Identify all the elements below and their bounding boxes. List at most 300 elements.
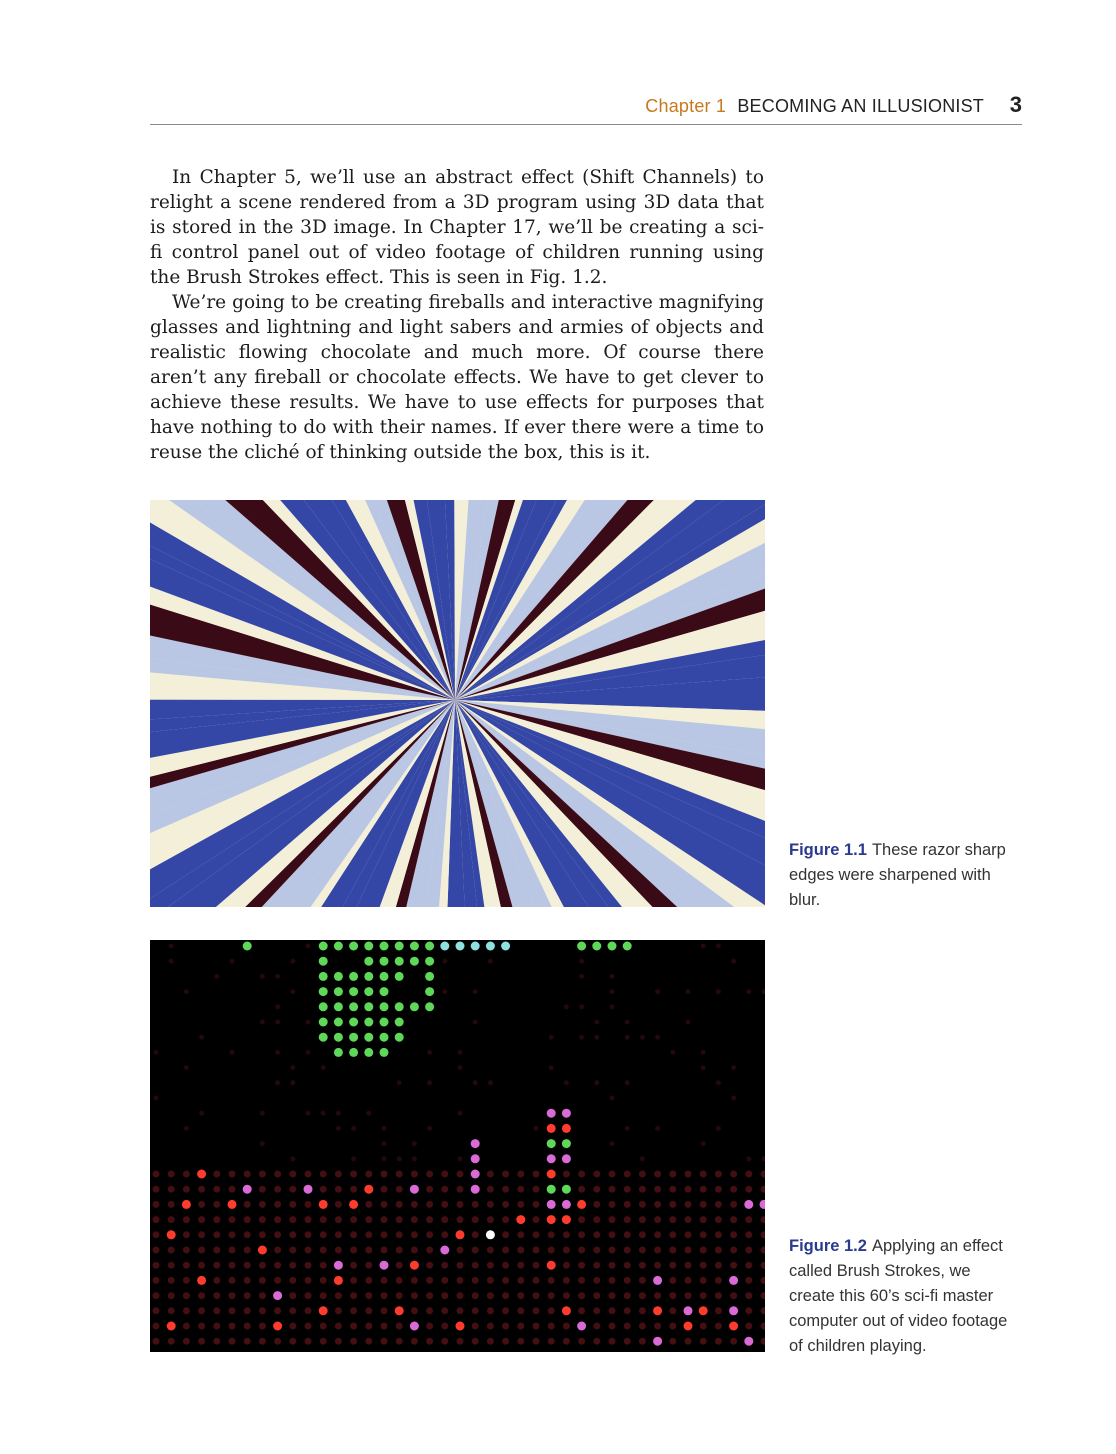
matrix-dot bbox=[745, 1277, 752, 1284]
starburst-image bbox=[150, 500, 765, 907]
matrix-dot bbox=[366, 1111, 371, 1116]
matrix-dot bbox=[274, 1262, 281, 1269]
matrix-dot bbox=[275, 1020, 280, 1025]
matrix-dot bbox=[654, 1186, 661, 1193]
matrix-dot bbox=[578, 1231, 585, 1238]
matrix-dot bbox=[761, 1231, 766, 1238]
matrix-dot bbox=[533, 1292, 540, 1299]
matrix-dot bbox=[153, 1323, 160, 1330]
matrix-dot bbox=[730, 1201, 737, 1208]
matrix-dot bbox=[183, 1262, 190, 1269]
matrix-dot bbox=[472, 1231, 479, 1238]
matrix-dot bbox=[654, 1292, 661, 1299]
matrix-dot bbox=[563, 1292, 570, 1299]
matrix-dot bbox=[715, 1323, 722, 1330]
matrix-dot bbox=[487, 1338, 494, 1345]
matrix-dot bbox=[213, 1171, 220, 1178]
matrix-dot bbox=[624, 1323, 631, 1330]
matrix-dot bbox=[593, 1201, 600, 1208]
matrix-dot bbox=[502, 1338, 509, 1345]
matrix-dot bbox=[700, 1186, 707, 1193]
matrix-dot bbox=[639, 1277, 646, 1284]
matrix-dot bbox=[411, 1231, 418, 1238]
matrix-dot bbox=[275, 1080, 280, 1085]
matrix-dot bbox=[578, 1307, 585, 1314]
matrix-dot bbox=[716, 1126, 721, 1131]
matrix-dot bbox=[746, 1156, 751, 1161]
matrix-dot bbox=[700, 1262, 707, 1269]
matrix-dot bbox=[306, 1020, 311, 1025]
matrix-dot bbox=[349, 1048, 358, 1057]
matrix-dot bbox=[244, 1338, 251, 1345]
matrix-dot bbox=[457, 1262, 464, 1269]
matrix-dot bbox=[715, 1338, 722, 1345]
matrix-dot bbox=[609, 1323, 616, 1330]
matrix-dot bbox=[382, 1141, 387, 1146]
matrix-dot bbox=[274, 1247, 281, 1254]
matrix-dot bbox=[321, 1065, 326, 1070]
matrix-dot bbox=[349, 1002, 358, 1011]
matrix-dot bbox=[213, 1307, 220, 1314]
matrix-dot bbox=[274, 1171, 281, 1178]
matrix-dot bbox=[244, 1323, 251, 1330]
matrix-dot bbox=[563, 1231, 570, 1238]
matrix-dot bbox=[471, 1185, 480, 1194]
matrix-dot bbox=[334, 972, 343, 981]
matrix-dot bbox=[426, 1338, 433, 1345]
matrix-dot bbox=[609, 1216, 616, 1223]
matrix-dot bbox=[610, 1096, 615, 1101]
matrix-dot bbox=[153, 1262, 160, 1269]
matrix-dot bbox=[730, 1338, 737, 1345]
matrix-dot bbox=[167, 1322, 176, 1331]
matrix-dot bbox=[396, 1262, 403, 1269]
matrix-dot bbox=[425, 987, 434, 996]
matrix-dot bbox=[577, 942, 586, 951]
matrix-dot bbox=[516, 1215, 525, 1224]
matrix-dot bbox=[457, 1247, 464, 1254]
matrix-dot bbox=[731, 1065, 736, 1070]
matrix-dot bbox=[761, 1262, 766, 1269]
chapter-title: BECOMING AN ILLUSIONIST bbox=[737, 96, 984, 116]
matrix-dot bbox=[427, 1126, 432, 1131]
matrix-dot bbox=[349, 972, 358, 981]
page-number: 3 bbox=[1009, 92, 1022, 117]
matrix-dot bbox=[533, 1201, 540, 1208]
matrix-dot bbox=[700, 1338, 707, 1345]
matrix-dot bbox=[397, 1080, 402, 1085]
matrix-dot bbox=[441, 1338, 448, 1345]
caption-text: These razor sharp edges were sharpened with blur. bbox=[789, 841, 1006, 909]
matrix-dot bbox=[502, 1262, 509, 1269]
matrix-dot bbox=[365, 1307, 372, 1314]
matrix-dot bbox=[745, 1307, 752, 1314]
matrix-dot bbox=[351, 1156, 356, 1161]
matrix-dot bbox=[701, 1065, 706, 1070]
matrix-dot bbox=[669, 1201, 676, 1208]
matrix-dot bbox=[290, 959, 295, 964]
matrix-dot bbox=[335, 1247, 342, 1254]
matrix-dot bbox=[197, 1276, 206, 1285]
matrix-dot bbox=[547, 1215, 556, 1224]
matrix-dot bbox=[457, 1201, 464, 1208]
matrix-dot bbox=[502, 1231, 509, 1238]
matrix-dot bbox=[153, 1277, 160, 1284]
matrix-dot bbox=[685, 1231, 692, 1238]
matrix-dot bbox=[579, 1004, 584, 1009]
matrix-dot bbox=[410, 1185, 419, 1194]
matrix-dot bbox=[472, 1323, 479, 1330]
matrix-dot bbox=[533, 1323, 540, 1330]
matrix-dot bbox=[381, 1292, 388, 1299]
matrix-dot bbox=[184, 989, 189, 994]
matrix-dot bbox=[229, 1323, 236, 1330]
matrix-dot bbox=[625, 1035, 630, 1040]
matrix-dot bbox=[381, 1171, 388, 1178]
matrix-dot bbox=[456, 942, 465, 951]
matrix-dot bbox=[579, 1035, 584, 1040]
matrix-dot bbox=[334, 987, 343, 996]
matrix-dot bbox=[289, 1292, 296, 1299]
matrix-dot bbox=[153, 1307, 160, 1314]
matrix-dot bbox=[762, 989, 766, 994]
matrix-dot bbox=[745, 1216, 752, 1223]
matrix-dot bbox=[335, 1292, 342, 1299]
matrix-dot bbox=[441, 1216, 448, 1223]
matrix-dot bbox=[182, 1200, 191, 1209]
matrix-dot bbox=[639, 1216, 646, 1223]
matrix-dot bbox=[488, 1080, 493, 1085]
matrix-dot bbox=[517, 1262, 524, 1269]
matrix-dot bbox=[154, 1050, 159, 1055]
matrix-dot bbox=[563, 1171, 570, 1178]
matrix-dot bbox=[744, 1200, 753, 1209]
matrix-dot bbox=[153, 1247, 160, 1254]
matrix-dot bbox=[487, 1186, 494, 1193]
matrix-dot bbox=[381, 1277, 388, 1284]
matrix-dot bbox=[426, 1262, 433, 1269]
paragraph: In Chapter 5, we’ll use an abstract effect (Shift Channels) to relight a scene rendered from a 3D program using 3D data that is stored in the 3D image. In Chapter 17, we’ll be creating a sci-fi control panel out of video footage of children running using the Brush Strokes effect. This is seen in Fig. 1.2. bbox=[150, 167, 764, 288]
matrix-dot bbox=[729, 1306, 738, 1315]
matrix-dot bbox=[396, 1323, 403, 1330]
matrix-dot bbox=[336, 1111, 341, 1116]
matrix-dot bbox=[457, 1292, 464, 1299]
matrix-dot bbox=[669, 1307, 676, 1314]
matrix-dot bbox=[213, 1216, 220, 1223]
matrix-dot bbox=[229, 1231, 236, 1238]
matrix-dot bbox=[578, 1262, 585, 1269]
matrix-dot bbox=[473, 1080, 478, 1085]
matrix-dot bbox=[715, 1186, 722, 1193]
matrix-dot bbox=[349, 942, 358, 951]
matrix-dot bbox=[259, 1186, 266, 1193]
matrix-dot bbox=[669, 1231, 676, 1238]
matrix-dot bbox=[456, 1230, 465, 1239]
matrix-dot bbox=[198, 1201, 205, 1208]
matrix-dot bbox=[624, 1201, 631, 1208]
matrix-dot bbox=[243, 1185, 252, 1194]
matrix-dot bbox=[380, 1002, 389, 1011]
figure-1-1-image bbox=[150, 500, 765, 907]
matrix-dot bbox=[488, 959, 493, 964]
matrix-dot bbox=[729, 1276, 738, 1285]
matrix-dot bbox=[610, 1004, 615, 1009]
matrix-dot bbox=[458, 1156, 463, 1161]
matrix-dot bbox=[213, 1277, 220, 1284]
matrix-dot bbox=[457, 1216, 464, 1223]
matrix-dot bbox=[715, 1277, 722, 1284]
matrix-dot bbox=[639, 1231, 646, 1238]
matrix-dot bbox=[183, 1231, 190, 1238]
matrix-dot bbox=[533, 1262, 540, 1269]
matrix-dot bbox=[244, 1171, 251, 1178]
matrix-dot bbox=[745, 1292, 752, 1299]
matrix-dot bbox=[381, 1201, 388, 1208]
matrix-dot bbox=[183, 1292, 190, 1299]
matrix-dot bbox=[229, 1307, 236, 1314]
matrix-dot bbox=[397, 1156, 402, 1161]
matrix-dot bbox=[761, 1247, 766, 1254]
matrix-dot bbox=[365, 1277, 372, 1284]
matrix-dot bbox=[562, 1200, 571, 1209]
matrix-dot bbox=[395, 972, 404, 981]
matrix-dot bbox=[381, 1338, 388, 1345]
matrix-dot bbox=[229, 1216, 236, 1223]
matrix-dot bbox=[487, 1323, 494, 1330]
matrix-dot bbox=[729, 1322, 738, 1331]
matrix-dot bbox=[289, 1323, 296, 1330]
matrix-dot bbox=[365, 1201, 372, 1208]
matrix-dot bbox=[198, 1186, 205, 1193]
matrix-dot bbox=[457, 1186, 464, 1193]
matrix-dot bbox=[746, 989, 751, 994]
matrix-dot bbox=[334, 1276, 343, 1285]
matrix-dot bbox=[441, 1323, 448, 1330]
matrix-dot bbox=[517, 1338, 524, 1345]
matrix-dot bbox=[320, 1277, 327, 1284]
matrix-dot bbox=[350, 1186, 357, 1193]
matrix-dot bbox=[426, 1186, 433, 1193]
matrix-dot bbox=[319, 942, 328, 951]
matrix-dot bbox=[471, 942, 480, 951]
matrix-dot bbox=[624, 1277, 631, 1284]
matrix-dot bbox=[745, 1231, 752, 1238]
matrix-dot bbox=[699, 1306, 708, 1315]
matrix-dot bbox=[502, 1292, 509, 1299]
matrix-dot bbox=[350, 1307, 357, 1314]
matrix-dot bbox=[548, 1307, 555, 1314]
matrix-dot bbox=[274, 1216, 281, 1223]
matrix-dot bbox=[426, 1216, 433, 1223]
matrix-dot bbox=[701, 1050, 706, 1055]
matrix-dot bbox=[168, 1171, 175, 1178]
matrix-dot bbox=[365, 1262, 372, 1269]
dot-matrix-image bbox=[150, 940, 765, 1352]
matrix-dot bbox=[653, 1337, 662, 1346]
matrix-dot bbox=[548, 1292, 555, 1299]
matrix-dot bbox=[335, 1186, 342, 1193]
matrix-dot bbox=[624, 1338, 631, 1345]
matrix-dot bbox=[578, 1247, 585, 1254]
matrix-dot bbox=[321, 1111, 326, 1116]
matrix-dot bbox=[304, 1185, 313, 1194]
matrix-dot bbox=[380, 942, 389, 951]
matrix-dot bbox=[685, 1201, 692, 1208]
matrix-dot bbox=[593, 1171, 600, 1178]
figure-1-2-caption bbox=[789, 1234, 1014, 1359]
matrix-dot bbox=[533, 1307, 540, 1314]
matrix-dot bbox=[639, 1262, 646, 1269]
matrix-dot bbox=[716, 944, 721, 949]
matrix-dot bbox=[562, 1306, 571, 1315]
matrix-dot bbox=[502, 1307, 509, 1314]
matrix-dot bbox=[153, 1201, 160, 1208]
matrix-dot bbox=[244, 1292, 251, 1299]
matrix-dot bbox=[761, 1338, 766, 1345]
matrix-dot bbox=[593, 1307, 600, 1314]
matrix-dot bbox=[639, 1171, 646, 1178]
matrix-dot bbox=[380, 1048, 389, 1057]
matrix-dot bbox=[716, 1080, 721, 1085]
figure-label: Figure 1.2 bbox=[789, 1237, 867, 1255]
matrix-dot bbox=[701, 1141, 706, 1146]
matrix-dot bbox=[306, 1050, 311, 1055]
matrix-dot bbox=[305, 1262, 312, 1269]
matrix-dot bbox=[487, 1277, 494, 1284]
matrix-dot bbox=[396, 1247, 403, 1254]
matrix-dot bbox=[412, 1141, 417, 1146]
matrix-dot bbox=[426, 1323, 433, 1330]
matrix-dot bbox=[183, 1186, 190, 1193]
matrix-dot bbox=[700, 1247, 707, 1254]
matrix-dot bbox=[382, 1126, 387, 1131]
matrix-dot bbox=[669, 1247, 676, 1254]
matrix-dot bbox=[472, 1277, 479, 1284]
matrix-dot bbox=[715, 1201, 722, 1208]
matrix-dot bbox=[669, 1277, 676, 1284]
matrix-dot bbox=[153, 1231, 160, 1238]
matrix-dot bbox=[547, 1170, 556, 1179]
matrix-dot bbox=[578, 1216, 585, 1223]
matrix-dot bbox=[653, 1276, 662, 1285]
matrix-dot bbox=[441, 1171, 448, 1178]
matrix-dot bbox=[229, 1247, 236, 1254]
matrix-dot bbox=[564, 1004, 569, 1009]
matrix-dot bbox=[213, 1292, 220, 1299]
matrix-dot bbox=[639, 1338, 646, 1345]
matrix-dot bbox=[395, 1306, 404, 1315]
figure-1-1-caption bbox=[789, 838, 1014, 913]
matrix-dot bbox=[640, 1156, 645, 1161]
matrix-dot bbox=[549, 1035, 554, 1040]
matrix-dot bbox=[213, 1186, 220, 1193]
matrix-dot bbox=[654, 1323, 661, 1330]
matrix-dot bbox=[578, 1292, 585, 1299]
matrix-dot bbox=[472, 1201, 479, 1208]
body-text bbox=[150, 165, 764, 465]
matrix-dot bbox=[183, 1216, 190, 1223]
matrix-dot bbox=[259, 1262, 266, 1269]
matrix-dot bbox=[381, 1323, 388, 1330]
matrix-dot bbox=[440, 1246, 449, 1255]
matrix-dot bbox=[244, 1262, 251, 1269]
matrix-dot bbox=[427, 1050, 432, 1055]
matrix-dot bbox=[168, 1307, 175, 1314]
matrix-dot bbox=[761, 1307, 766, 1314]
matrix-dot bbox=[517, 1186, 524, 1193]
matrix-dot bbox=[183, 1171, 190, 1178]
matrix-dot bbox=[395, 1018, 404, 1027]
chapter-label: Chapter 1 bbox=[645, 96, 727, 116]
matrix-dot bbox=[334, 942, 343, 951]
matrix-dot bbox=[517, 1307, 524, 1314]
matrix-dot bbox=[411, 1201, 418, 1208]
matrix-dot bbox=[259, 1338, 266, 1345]
matrix-dot bbox=[213, 1262, 220, 1269]
matrix-dot bbox=[198, 1323, 205, 1330]
matrix-dot bbox=[319, 1002, 328, 1011]
matrix-dot bbox=[624, 1292, 631, 1299]
matrix-dot bbox=[533, 1247, 540, 1254]
matrix-dot bbox=[609, 1186, 616, 1193]
matrix-dot bbox=[761, 1277, 766, 1284]
matrix-dot bbox=[700, 1171, 707, 1178]
matrix-dot bbox=[184, 1126, 189, 1131]
matrix-dot bbox=[410, 1261, 419, 1270]
matrix-dot bbox=[669, 1186, 676, 1193]
matrix-dot bbox=[669, 1216, 676, 1223]
matrix-dot bbox=[319, 1306, 328, 1315]
matrix-dot bbox=[685, 1277, 692, 1284]
matrix-dot bbox=[305, 1307, 312, 1314]
matrix-dot bbox=[244, 1231, 251, 1238]
matrix-dot bbox=[380, 957, 389, 966]
matrix-dot bbox=[214, 974, 219, 979]
matrix-dot bbox=[686, 1020, 691, 1025]
matrix-dot bbox=[350, 1262, 357, 1269]
matrix-dot bbox=[533, 1216, 540, 1223]
matrix-dot bbox=[335, 1201, 342, 1208]
matrix-dot bbox=[259, 1171, 266, 1178]
matrix-dot bbox=[320, 1186, 327, 1193]
matrix-dot bbox=[381, 1216, 388, 1223]
matrix-dot bbox=[198, 1307, 205, 1314]
matrix-dot bbox=[593, 1277, 600, 1284]
matrix-dot bbox=[395, 942, 404, 951]
matrix-dot bbox=[275, 1050, 280, 1055]
matrix-dot bbox=[639, 1292, 646, 1299]
matrix-dot bbox=[625, 1126, 630, 1131]
matrix-dot bbox=[167, 1230, 176, 1239]
matrix-dot bbox=[487, 1247, 494, 1254]
matrix-dot bbox=[487, 1262, 494, 1269]
matrix-dot bbox=[289, 1171, 296, 1178]
matrix-dot bbox=[472, 1307, 479, 1314]
matrix-dot bbox=[654, 1231, 661, 1238]
matrix-dot bbox=[244, 1307, 251, 1314]
matrix-dot bbox=[259, 1216, 266, 1223]
matrix-dot bbox=[562, 1109, 571, 1118]
matrix-dot bbox=[441, 1231, 448, 1238]
matrix-dot bbox=[609, 1171, 616, 1178]
matrix-dot bbox=[183, 1307, 190, 1314]
matrix-dot bbox=[487, 1292, 494, 1299]
matrix-dot bbox=[730, 1247, 737, 1254]
matrix-dot bbox=[184, 1065, 189, 1070]
matrix-dot bbox=[381, 1247, 388, 1254]
matrix-dot bbox=[441, 1307, 448, 1314]
matrix-dot bbox=[761, 1292, 766, 1299]
